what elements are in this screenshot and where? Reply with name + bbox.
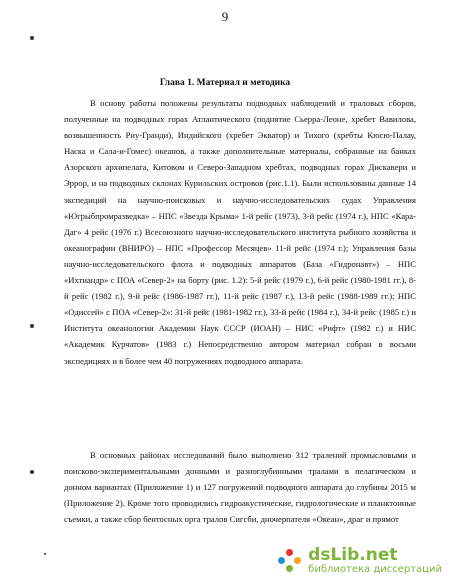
chapter-title: Глава 1. Материал и методика: [159, 78, 291, 88]
punch-hole-mark: [30, 470, 34, 474]
page-number: 9: [221, 9, 229, 24]
watermark-brand: dsLib.net: [308, 545, 398, 565]
paragraph-2: В основных районах исследований было выполнено 312 тралений промысловыми и поисково-экспериментальными донными и разноглубинными тралами в пелагическом и донном вариантах (Приложение 1) и 127 погружений подводного аппарата до глубины 2015 м (Приложение 2). Кроме того проводились гидроакустические, гидрологические и планктонные съемки, а также сбор бентосных орга тралов Сигсби, дночерпателя «Океан», драг и прямот: [64, 450, 416, 525]
paragraph-1: В основу работы положены результаты подводных наблюдений и траловых сборов, полученные на подводных горах Атлантического (поднятие Сьерра-Леоне, хребет Вавилова, возвышенность Риу-Гранди), Индийского (хребет Экватор) и Тихого (хребты Кюсю-Палау, Наска и Сала-и-Гомес) океанов, а также дополнительные материалы, собранные на банках Азорского архипелага, Китовом и Северо-Западном хребтах, подводных горах Дискавери и Эррор, и на подводных склонах Курильских островов (рис.1.1). Были использованы данные 14 экспедиций на научно-поисковых и научно-исследовательских судах Управления «Югрыбпромразведка» – НПС «Звезда Крыма» 1-й рейс (1973), 3-й рейс (1974 г.), НПС «Кара-Даг» 4 рейс (1976 г.) Всесоюзного научно-исследовательского института рыбного хозяйства и океанографии (ВНИРО) – НПС «Профессор Месяцев» 11-й рейс (1974 г.); Управления базы научно-исследовательского флота и подводных аппаратов (База «Гидронавт») – НПС «Ихтиандр» с ПОА «Север-2» на борту (рис. 1.2): 5-й рейс (1979 г.), 6-й рейс (1980-1981 гг.), 8-й рейс (1982 г.), 9-й рейс (1986-1987 гг.), 11-й рейс (1987 г.), 13-й рейс (1988-1989 гг.); НПС «Одиссей» с ПОА «Север-2»: 31-й рейс (1981-1982 гг.), 33-й рейс (1984 г.), 34-й рейс (1985 г.) и Института океанологии Академии Наук СССР (ИОАН) – НИС «Рифт» (1982 г.) и НИС «Академик Курчатов» (1983 г.) Непосредственно автором материал собран в восьми экспедициях и в более чем 40 погружениях подводного аппарата.: [64, 98, 416, 366]
watermark-subtitle: библиотека диссертаций: [308, 564, 442, 575]
punch-hole-mark: [30, 36, 34, 40]
scan-speck-mark: [44, 553, 46, 555]
dslib-logo-icon: [277, 548, 303, 574]
punch-hole-mark: [30, 324, 34, 328]
watermark: [273, 545, 446, 577]
